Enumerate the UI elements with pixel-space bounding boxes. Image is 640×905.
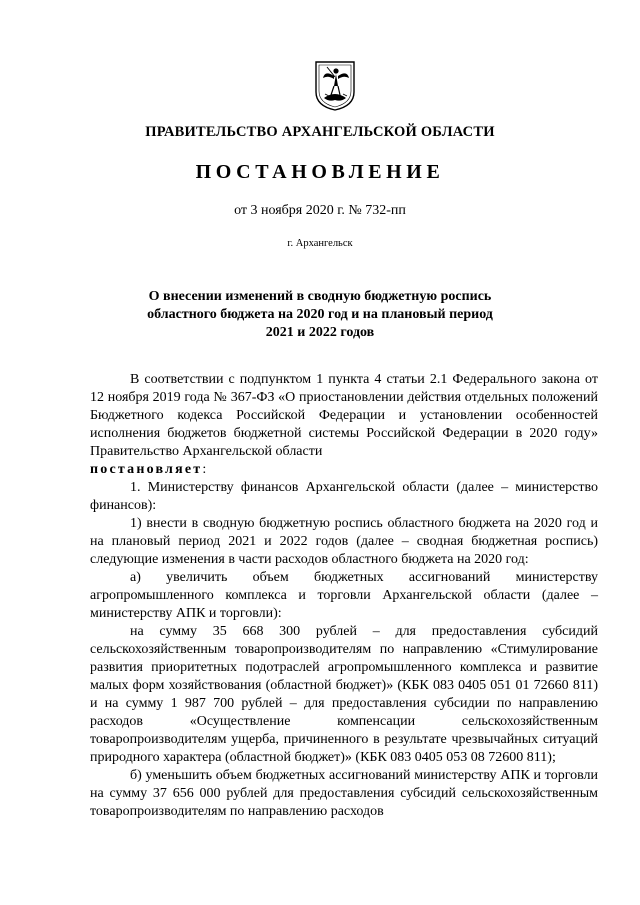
document-city: г. Архангельск <box>287 238 353 249</box>
item-a-paragraph: а) увеличить объем бюджетных ассигнований министерству агропромышленного комплекса и торговли Архангельской области (далее – министерству АПК и торговли): <box>90 570 598 621</box>
title-line: 2021 и 2022 годов <box>265 325 375 340</box>
resolves-colon: : <box>202 462 207 477</box>
title-line: областного бюджета на 2020 год и на плановый период <box>147 307 493 322</box>
coat-of-arms-icon <box>313 58 357 112</box>
item-a-details-paragraph: на сумму 35 668 300 рублей – для предоставления субсидий сельскохозяйственным товаропроизводителям по направлению «Стимулирование развития приоритетных подотраслей агропромышленного комплекса и развитие малых форм хозяйствования (областной бюджет)» (КБК 083 0405 051 01 72660 811) и на сумму 1 987 700 рублей – для предоставления субсидии по направлению расходов «Осуществление компенсации сельскохозяйственным товаропроизводителям ущерба, причиненного в результате чрезвычайных ситуаций природного характера (областной бюджет)» (КБК 083 0405 053 08 72600 811); <box>90 624 598 765</box>
preamble-text: В соответствии с подпунктом 1 пункта 4 статьи 2.1 Федерального закона от 12 ноября 2019 года № 367-ФЗ «О приостановлении действия отдельных положений Бюджетного кодекса Российской Федерации и установлении особенностей исполнения бюджетов бюджетной системы Российской Федерации в 2020 году» Правительство Архангельской области <box>90 372 598 459</box>
title-line: О внесении изменений в сводную бюджетную роспись <box>148 289 492 304</box>
item-1-1-paragraph: 1) внести в сводную бюджетную роспись областного бюджета на 2020 год и на плановый период 2021 и 2022 годов (далее – сводная бюджетная роспись) следующие изменения в части расходов областного бюджета на 2020 год: <box>90 516 598 567</box>
document-type: ПОСТАНОВЛЕНИЕ <box>195 161 445 183</box>
authority-name: ПРАВИТЕЛЬСТВО АРХАНГЕЛЬСКОЙ ОБЛАСТИ <box>145 124 495 140</box>
item-b-paragraph: б) уменьшить объем бюджетных ассигнований министерству АПК и торговли на сумму 37 656 000 рублей для предоставления субсидий сельскохозяйственным товаропроизводителям по направлению расходов <box>90 768 598 819</box>
preamble-paragraph <box>90 371 598 479</box>
document-date-number: от 3 ноября 2020 г. № 732-пп <box>234 203 406 218</box>
document-body <box>90 371 598 821</box>
item-1-paragraph: 1. Министерству финансов Архангельской области (далее – министерство финансов): <box>90 480 598 513</box>
document-title <box>120 288 520 342</box>
resolves-keyword: постановляет <box>90 462 203 477</box>
